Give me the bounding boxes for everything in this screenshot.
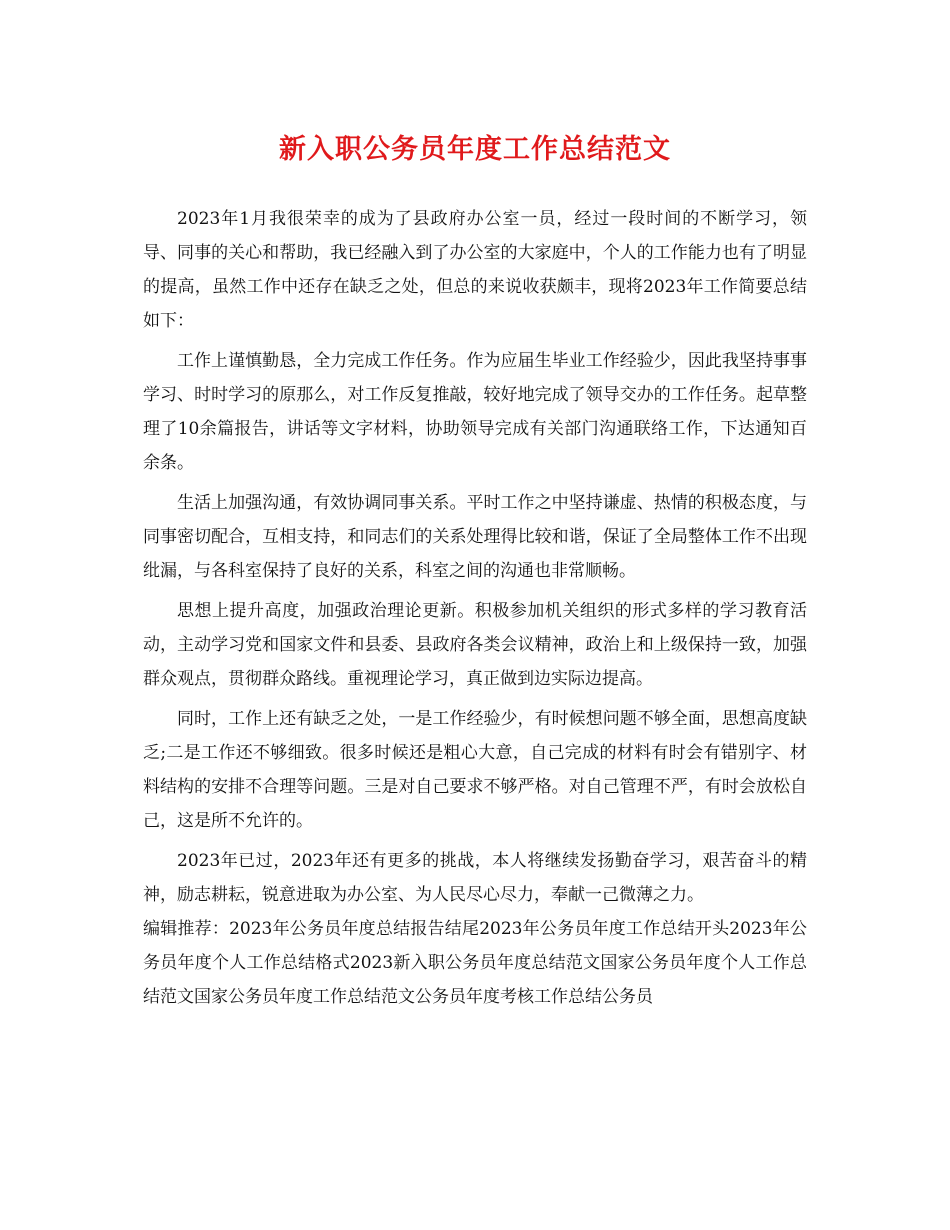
paragraph-outlook: 2023年已过，2023年还有更多的挑战，本人将继续发扬勤奋学习，艰苦奋斗的精神，励志耕耘，锐意进取为办公室、为人民尽心尽力，奉献一己微薄之力。	[143, 851, 807, 905]
document-title: 新入职公务员年度工作总结范文	[279, 134, 671, 165]
recommendation-text: 编辑推荐：2023年公务员年度总结报告结尾2023年公务员年度工作总结开头2023年公务员年度个人工作总结格式2023新入职公务员年度总结范文国家公务员年度个人工作总结范文国家公务员年度工作总结范文公务员年度考核工作总结公务员	[143, 919, 807, 1007]
paragraph-intro: 2023年1月我很荣幸的成为了县政府办公室一员，经过一段时间的不断学习，领导、同事的关心和帮助，我已经融入到了办公室的大家庭中，个人的工作能力也有了明显的提高，虽然工作中还存在缺乏之处，但总的来说收获颇丰，现将2023年工作简要总结如下：	[143, 209, 807, 331]
paragraph-work: 工作上谨慎勤恳，全力完成工作任务。作为应届生毕业工作经验少，因此我坚持事事学习、时时学习的原那么，对工作反复推敲，较好地完成了领导交办的工作任务。起草整理了10余篇报告，讲话等文字材料，协助领导完成有关部门沟通联络工作，下达通知百余条。	[143, 351, 807, 473]
paragraph-thought: 思想上提升高度，加强政治理论更新。积极参加机关组织的形式多样的学习教育活动，主动学习党和国家文件和县委、县政府各类会议精神，政治上和上级保持一致，加强群众观点，贯彻群众路线。重视理论学习，真正做到边实际边提高。	[143, 601, 807, 689]
document-body	[143, 202, 807, 1014]
paragraph-life: 生活上加强沟通，有效协调同事关系。平时工作之中坚持谦虚、热情的积极态度，与同事密切配合，互相支持，和同志们的关系处理得比较和谐，保证了全局整体工作不出现纰漏，与各科室保持了良好的关系，科室之间的沟通也非常顺畅。	[143, 493, 807, 581]
paragraph-shortcomings: 同时，工作上还有缺乏之处，一是工作经验少，有时候想问题不够全面，思想高度缺乏;二是工作还不够细致。很多时候还是粗心大意，自己完成的材料有时会有错别字、材料结构的安排不合理等问题。三是对自己要求不够严格。对自己管理不严，有时会放松自己，这是所不允许的。	[143, 709, 807, 831]
